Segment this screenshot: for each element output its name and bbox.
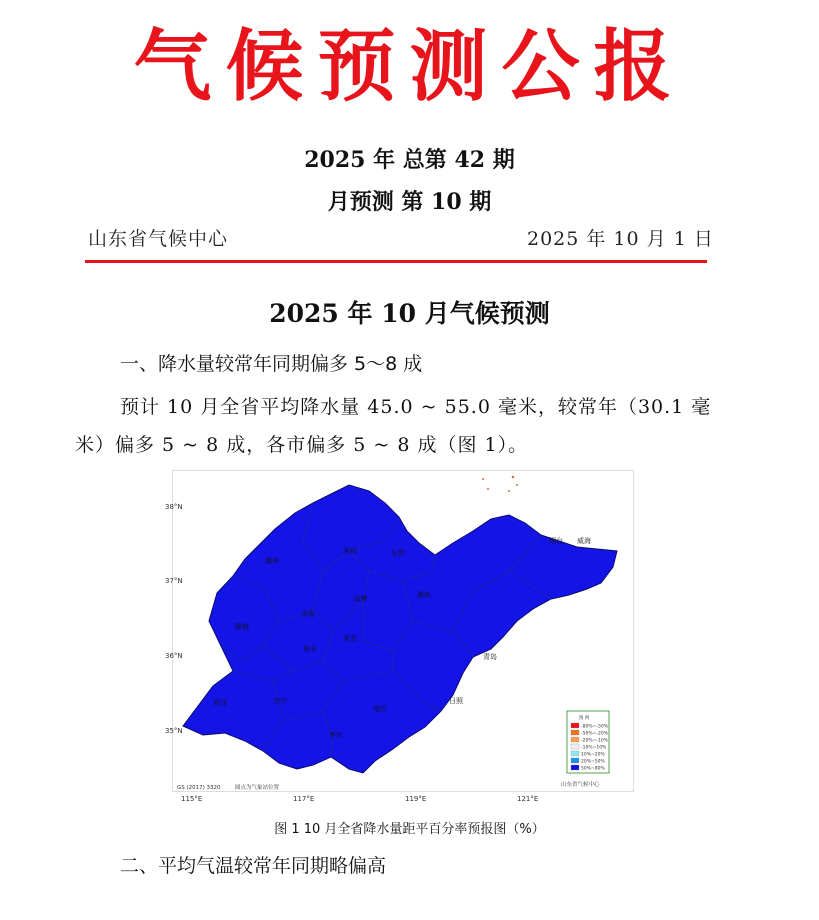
legend-label: -50%~-20% [581,731,609,737]
document-title: 2025 年 10 月气候预测 [269,299,550,328]
section-2-heading: 二、平均气温较常年同期略偏高 [120,855,387,877]
islands [482,476,518,492]
city-taian: 泰安 [303,645,317,653]
legend-label: -80%~-50% [581,724,609,730]
lat-label-37: 37°N [165,577,183,585]
issue-line-2: 月预测 第 10 期 [327,189,492,215]
section-1-paragraph-line-1: 预计 10 月全省平均降水量 45.0 ~ 55.0 毫米，较常年（30.1 毫 [120,396,712,418]
legend-label: 50%~80% [581,766,605,772]
legend-swatch [571,723,579,728]
lat-label-36: 36°N [165,652,183,660]
legend-swatch [571,737,579,742]
legend-swatch [571,744,579,749]
city-heze: 菏泽 [213,699,227,707]
map-approval-number: GS (2017) 3320 [177,785,221,791]
map-svg [165,471,633,803]
legend-label: -10%~10% [581,745,607,751]
legend-swatch [571,758,579,763]
issue-date: 2025 年 10 月 1 日 [527,228,714,250]
city-dongying: 东营 [391,549,405,557]
city-weihai: 威海 [577,537,591,545]
map-legend [567,711,609,773]
city-binzhou: 滨州 [343,547,357,555]
section-1-heading: 一、降水量较常年同期偏多 5～8 成 [120,353,423,375]
city-dezhou: 德州 [265,557,279,565]
city-yantai: 烟台 [549,537,563,545]
figure-caption: 图 1 10 月全省降水量距平百分率预报图（%） [274,822,545,837]
city-jinan: 济南 [301,610,315,618]
legend-label: -20%~-10% [581,738,609,744]
legend-swatch [571,730,579,735]
city-zibo: 淄博 [353,595,367,603]
precipitation-forecast-map [165,470,634,803]
issue-line-1: 2025 年 总第 42 期 [304,147,515,173]
city-weifang: 潍坊 [417,591,431,599]
city-linyi: 临沂 [373,705,387,713]
legend-label: 20%~50% [581,759,605,765]
map-station-note: 圆点为气象站位置 [235,785,280,791]
city-jining: 济宁 [273,697,287,705]
city-rizhao: 日照 [449,697,463,705]
lat-label-35: 35°N [165,727,183,735]
legend-label: 10%~20% [581,752,605,758]
header-divider [85,260,707,263]
city-laiwu: 莱芜 [343,635,357,643]
section-1-paragraph-line-2: 米）偏多 5 ~ 8 成，各市偏多 5 ~ 8 成（图 1）。 [75,434,529,456]
legend-title: 图 例 [579,716,590,721]
legend-swatch [571,751,579,756]
lon-label-117: 117°E [293,795,315,803]
lat-label-38: 38°N [165,503,183,511]
lon-label-121: 121°E [517,795,539,803]
issuing-org: 山东省气候中心 [88,228,229,250]
city-zaozhuang: 枣庄 [329,731,343,739]
city-qingdao: 青岛 [483,653,497,661]
masthead-title: 气候预测公报 [133,21,686,112]
lon-label-119: 119°E [405,795,427,803]
city-liaocheng: 聊城 [235,623,249,631]
map-source: 山东省气候中心 [561,782,600,788]
lon-label-115: 115°E [181,795,203,803]
legend-swatch [571,765,579,770]
